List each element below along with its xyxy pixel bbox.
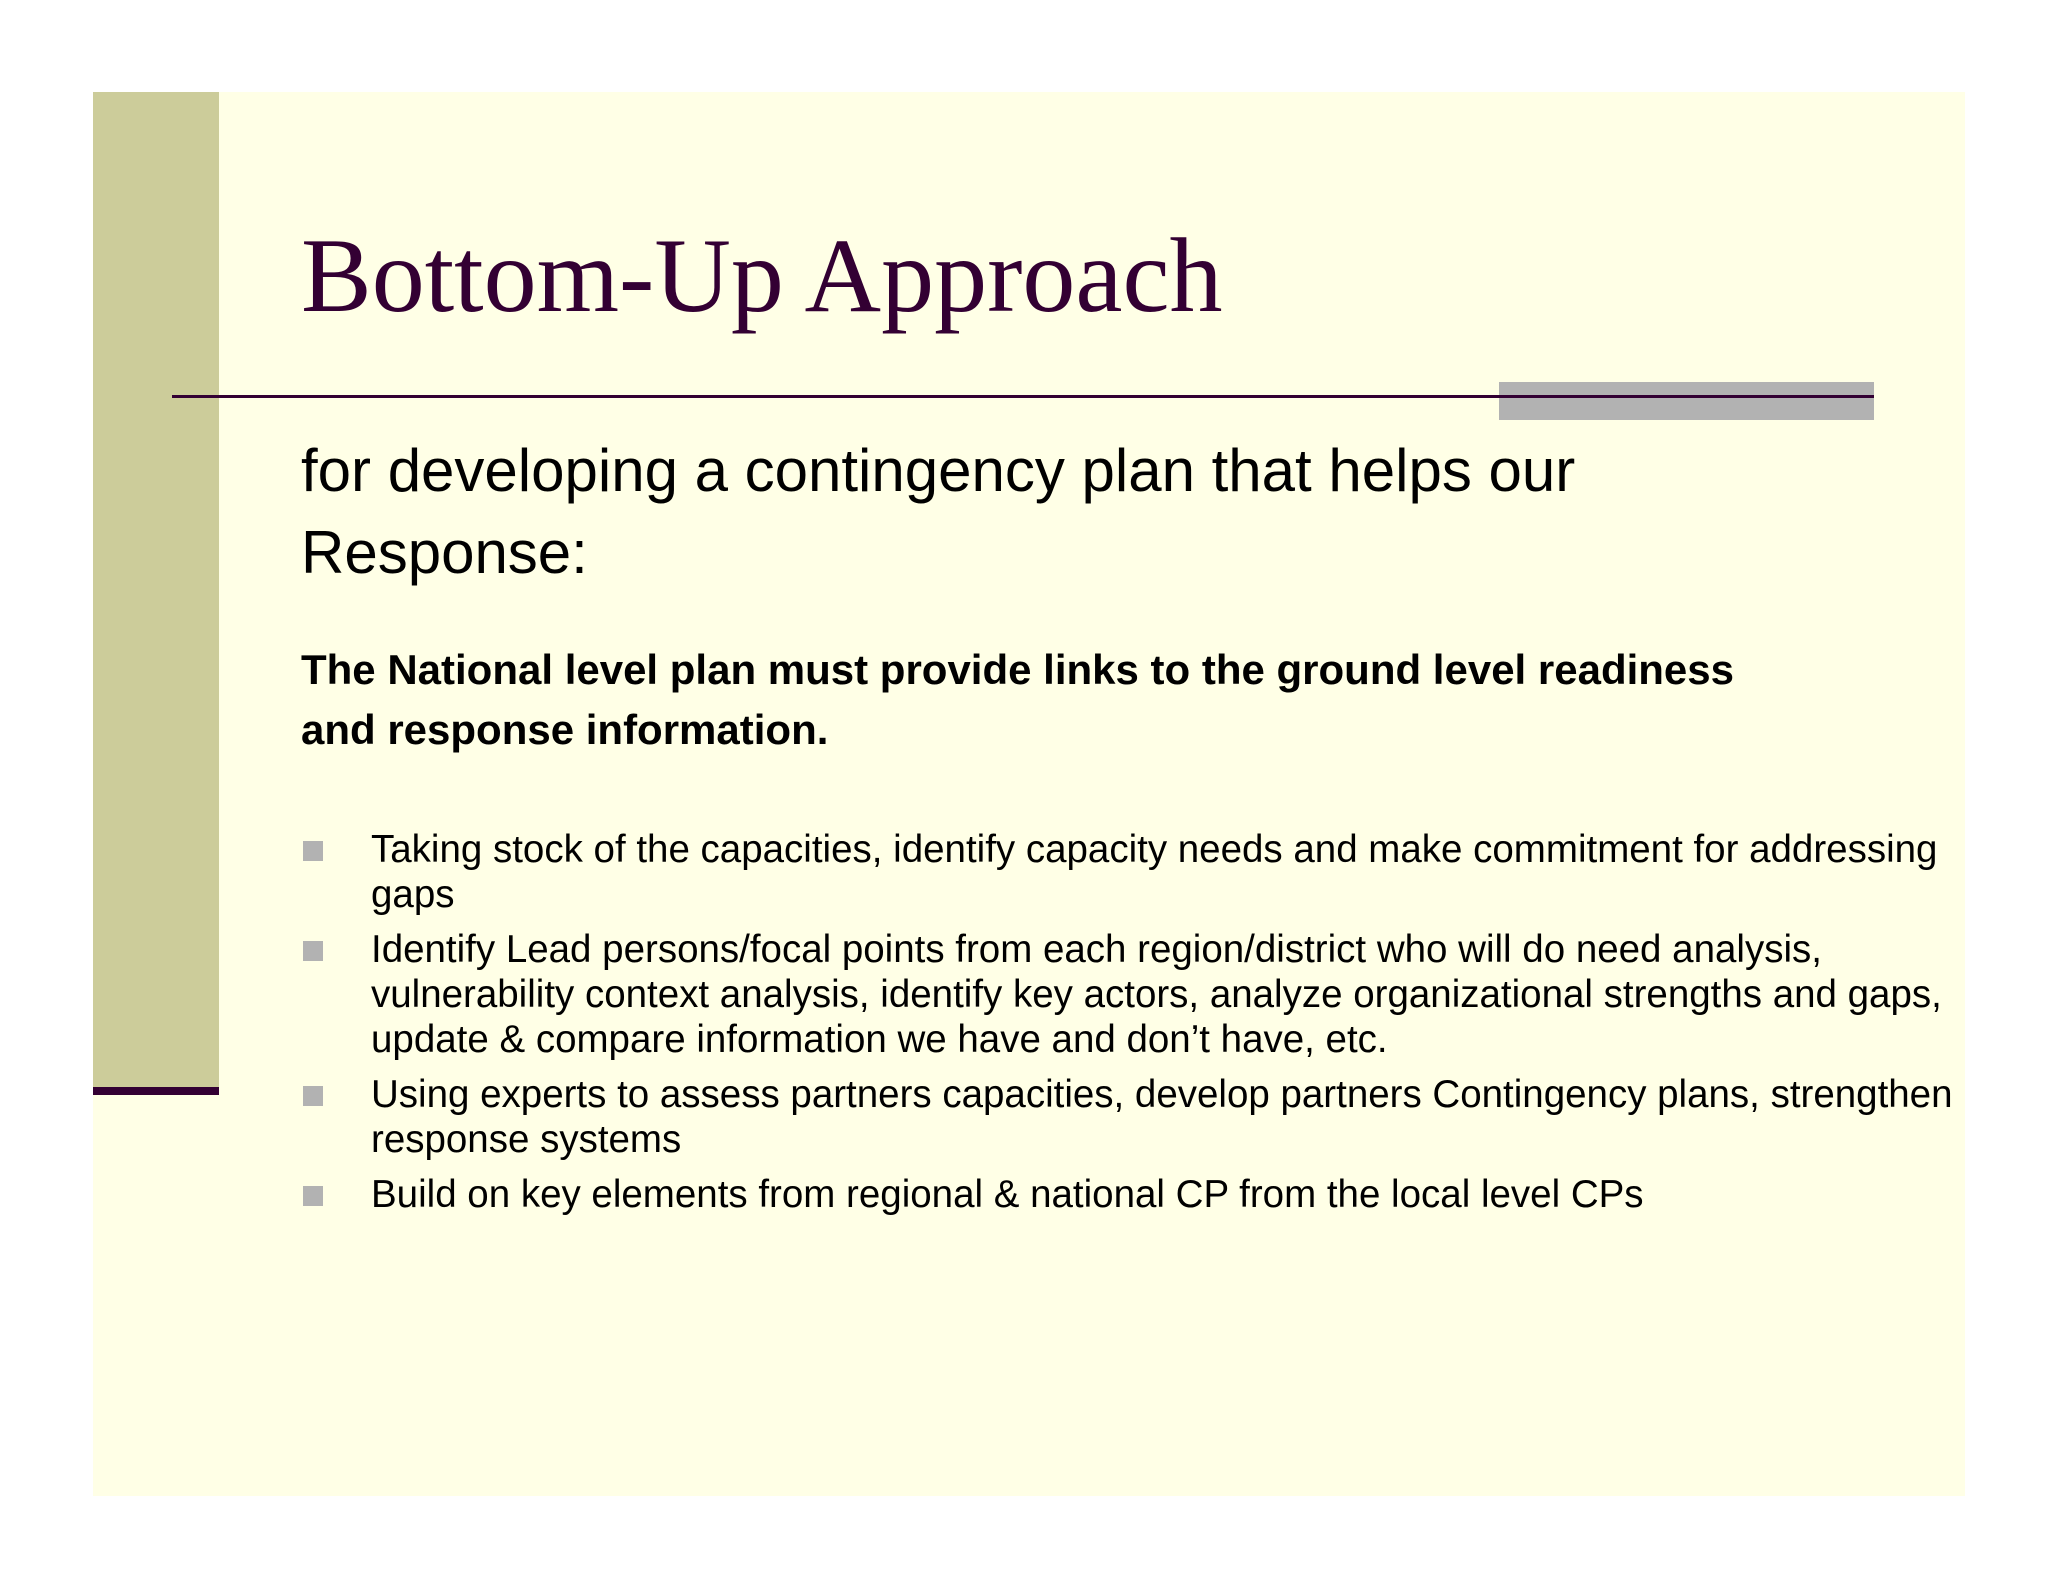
list-item [301, 827, 1961, 917]
title-divider-block [1499, 382, 1874, 420]
slide-title: Bottom-Up Approach [301, 217, 1223, 334]
list-item [301, 1172, 1961, 1217]
bullet-list [301, 827, 1961, 1227]
square-bullet-icon [303, 1086, 323, 1106]
square-bullet-icon [303, 1186, 323, 1206]
bullet-text: Identify Lead persons/focal points from each region/district who will do need analysis, vulnerability context analysis, identify key actors, analyze organizational strengths and gaps, update & compare information we have and don’t have, etc. [371, 928, 1942, 1061]
bullet-text: Build on key elements from regional & national CP from the local level CPs [371, 1173, 1644, 1216]
list-item [301, 1072, 1961, 1162]
list-item [301, 927, 1961, 1062]
bullet-text: Using experts to assess partners capacities, develop partners Contingency plans, strengthen response systems [371, 1073, 1953, 1161]
square-bullet-icon [303, 841, 323, 861]
left-accent-bar [93, 92, 219, 1090]
slide-subtitle: for developing a contingency plan that helps our Response: [301, 437, 1576, 586]
bold-statement: The National level plan must provide links to the ground level readiness and response information. [301, 646, 1735, 753]
title-divider-block-line [1499, 395, 1874, 398]
left-accent-rule [93, 1087, 219, 1095]
square-bullet-icon [303, 941, 323, 961]
slide [93, 92, 1965, 1496]
bullet-text: Taking stock of the capacities, identify capacity needs and make commitment for addressing gaps [371, 828, 1938, 916]
